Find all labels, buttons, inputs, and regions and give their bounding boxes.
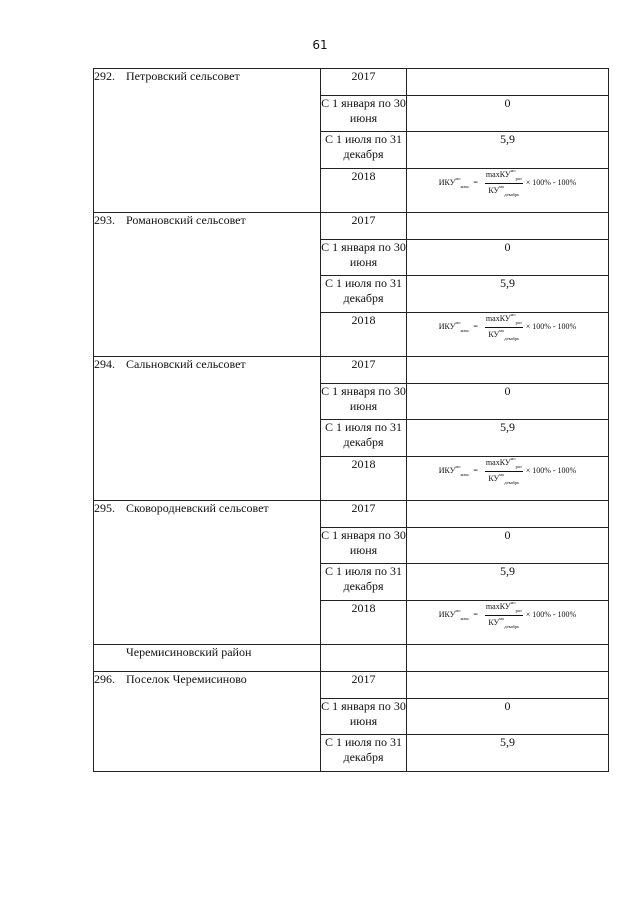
district-name: Черемисиновский район xyxy=(126,645,252,659)
entity-name: Сковородневский сельсовет xyxy=(126,501,269,515)
value-first-half: 0 xyxy=(407,240,609,276)
empty-value-cell xyxy=(407,357,609,384)
empty-value-cell xyxy=(407,213,609,240)
row-number: 294. xyxy=(94,357,115,371)
value-second-half: 5,9 xyxy=(407,564,609,601)
formula-denominator: $КУ^{мо}_{декабрь}$ xyxy=(488,327,520,341)
formula-tail: × 100% - 100% xyxy=(525,610,577,619)
period-second-half: С 1 июля по 31 декабря xyxy=(321,735,407,772)
formula-tail: × 100% - 100% xyxy=(525,178,577,187)
value-second-half: 5,9 xyxy=(407,132,609,169)
formula-tail: × 100% - 100% xyxy=(525,466,577,475)
formula-denominator: $КУ^{мо}_{декабрь}$ xyxy=(488,471,520,485)
period-second-half: С 1 июля по 31 декабря xyxy=(321,276,407,313)
value-second-half: 5,9 xyxy=(407,276,609,313)
entity-name-cell xyxy=(94,357,321,501)
entity-name-cell xyxy=(94,672,321,772)
formula-denominator: $КУ^{мо}_{декабрь}$ xyxy=(488,183,520,197)
formula-denominator: $КУ^{мо}_{декабрь}$ xyxy=(488,615,520,629)
formula-cell xyxy=(407,313,609,357)
year-cell: 2018 xyxy=(321,169,407,213)
formula-fraction xyxy=(485,457,523,485)
period-second-half: С 1 июля по 31 декабря xyxy=(321,420,407,457)
entity-name: Романовский сельсовет xyxy=(126,213,246,227)
period-second-half: С 1 июля по 31 декабря xyxy=(321,564,407,601)
entity-name-cell xyxy=(94,213,321,357)
entity-name: Сальновский сельсовет xyxy=(126,357,246,371)
period-second-half: С 1 июля по 31 декабря xyxy=(321,132,407,169)
period-first-half: С 1 января по 30 июня xyxy=(321,240,407,276)
year-cell: 2017 xyxy=(321,69,407,96)
empty-value-cell xyxy=(407,69,609,96)
table-row xyxy=(94,501,609,528)
entity-name: Петровский сельсовет xyxy=(126,69,240,83)
formula-numerator: maxКУ$^{мо}_{раз}$ xyxy=(485,313,523,328)
index-formula xyxy=(439,313,576,341)
year-cell: 2017 xyxy=(321,357,407,384)
formula-numerator: maxКУ$^{мо}_{раз}$ xyxy=(485,601,523,616)
row-number: 292. xyxy=(94,69,115,83)
entity-name: Поселок Черемисиново xyxy=(126,672,247,686)
year-cell: 2018 xyxy=(321,601,407,645)
formula-lhs: $ИКУ^{мо}_{макс}$ xyxy=(438,463,470,477)
value-first-half: 0 xyxy=(407,699,609,735)
formula-fraction xyxy=(485,169,523,197)
table-row xyxy=(94,69,609,96)
empty-value-cell xyxy=(407,501,609,528)
formula-fraction xyxy=(485,601,523,629)
formula-lhs: $ИКУ^{мо}_{макс}$ xyxy=(438,319,470,333)
district-name-cell xyxy=(94,645,321,672)
formula-lhs: $ИКУ^{мо}_{макс}$ xyxy=(438,607,470,621)
formula-tail: × 100% - 100% xyxy=(525,322,577,331)
formula-fraction xyxy=(485,313,523,341)
formula-numerator: maxКУ$^{мо}_{раз}$ xyxy=(485,169,523,184)
formula-equals: = xyxy=(473,466,478,475)
empty-cell xyxy=(321,645,407,672)
empty-value-cell xyxy=(407,672,609,699)
index-formula xyxy=(439,457,576,485)
period-first-half: С 1 января по 30 июня xyxy=(321,699,407,735)
formula-cell xyxy=(407,169,609,213)
year-cell: 2017 xyxy=(321,672,407,699)
entity-name-cell xyxy=(94,69,321,213)
year-cell: 2017 xyxy=(321,501,407,528)
formula-cell xyxy=(407,457,609,501)
tariff-table-body xyxy=(94,69,609,772)
entity-name-cell xyxy=(94,501,321,645)
value-first-half: 0 xyxy=(407,96,609,132)
formula-lhs: $ИКУ^{мо}_{макс}$ xyxy=(438,175,470,189)
year-cell: 2018 xyxy=(321,457,407,501)
year-cell: 2018 xyxy=(321,313,407,357)
table-row xyxy=(94,672,609,699)
index-formula xyxy=(439,601,576,629)
year-cell: 2017 xyxy=(321,213,407,240)
row-number: 296. xyxy=(94,672,115,686)
row-number: 295. xyxy=(94,501,115,515)
formula-numerator: maxКУ$^{мо}_{раз}$ xyxy=(485,457,523,472)
value-second-half: 5,9 xyxy=(407,735,609,772)
value-first-half: 0 xyxy=(407,528,609,564)
period-first-half: С 1 января по 30 июня xyxy=(321,384,407,420)
period-first-half: С 1 января по 30 июня xyxy=(321,528,407,564)
page-number: 61 xyxy=(312,38,328,52)
tariff-table xyxy=(93,68,609,772)
row-number: 293. xyxy=(94,213,115,227)
formula-equals: = xyxy=(473,322,478,331)
period-first-half: С 1 января по 30 июня xyxy=(321,96,407,132)
formula-equals: = xyxy=(473,178,478,187)
formula-cell xyxy=(407,601,609,645)
index-formula xyxy=(439,169,576,197)
table-row xyxy=(94,213,609,240)
value-first-half: 0 xyxy=(407,384,609,420)
value-second-half: 5,9 xyxy=(407,420,609,457)
table-row xyxy=(94,357,609,384)
district-row xyxy=(94,645,609,672)
empty-cell xyxy=(407,645,609,672)
formula-equals: = xyxy=(473,610,478,619)
